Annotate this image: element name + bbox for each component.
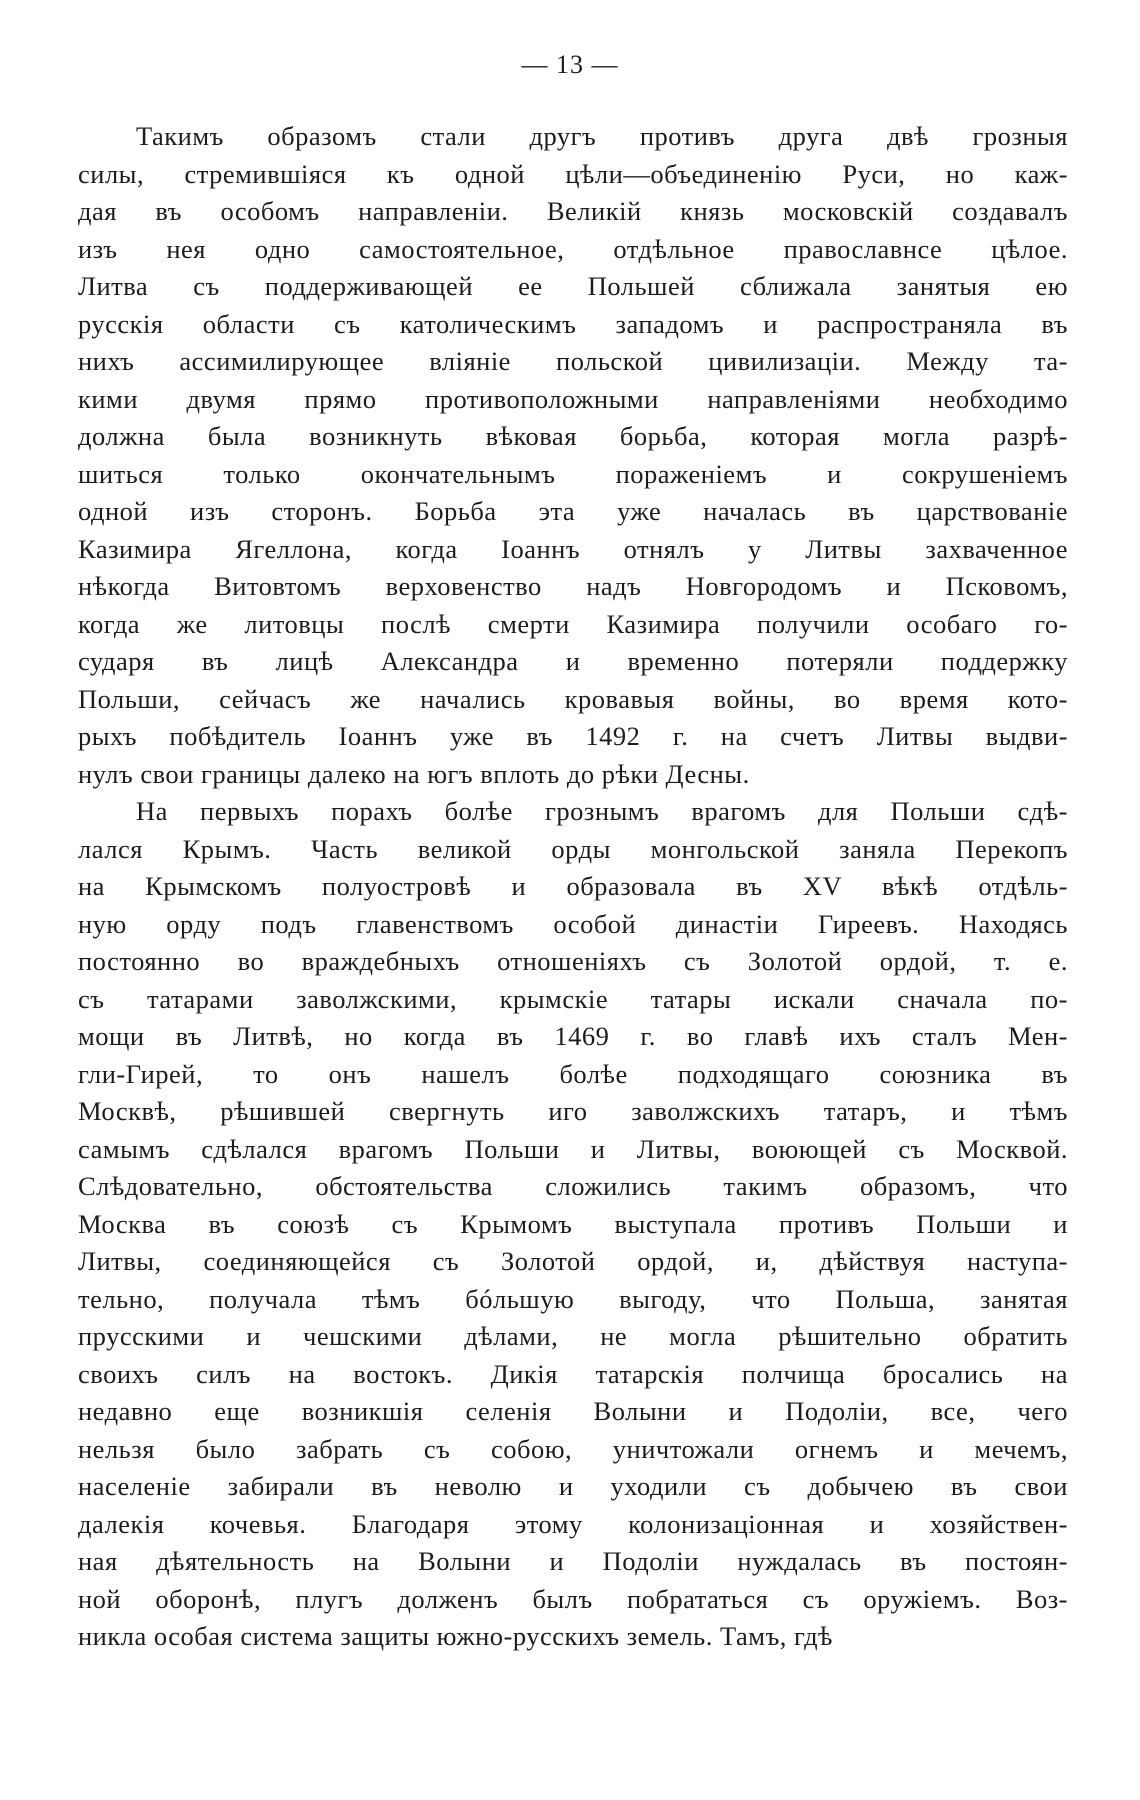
text-line: шиться только окончательнымъ пораженіемъ и сокрушеніемъ — [78, 458, 1068, 489]
text-line: нѣкогда Витовтомъ верховенство надъ Новгородомъ и Псковомъ, — [78, 571, 1068, 601]
text-line: нельзя было забрать съ собою, уничтожали огнемъ и мечемъ, — [78, 1433, 1068, 1464]
text-line: Такимъ образомъ стали другъ противъ друга двѣ грозныя — [136, 121, 1068, 151]
text-line: Слѣдовательно, обстоятельства сложились такимъ образомъ, что — [78, 1171, 1068, 1201]
text-line: рыхъ побѣдитель Іоаннъ уже въ 1492 г. на счетъ Литвы выдви- — [78, 721, 1068, 751]
text-line: съ татарами заволжскими, крымскіе татары искали сначала по- — [78, 983, 1068, 1014]
text-line: когда же литовцы послѣ смерти Казимира получили особаго го- — [78, 608, 1068, 639]
text-line: силы, стремившіяся къ одной цѣли—объединенію Руси, но каж- — [78, 158, 1068, 189]
text-line: ной оборонѣ, плугъ долженъ былъ побрататься съ оружіемъ. Воз- — [78, 1583, 1068, 1614]
text-line: Литва съ поддерживающей ее Польшей сближала занятыя ею — [78, 271, 1068, 301]
text-line: сударя въ лицѣ Александра и временно потеряли поддержку — [78, 646, 1068, 676]
text-line: тельно, получала тѣмъ бóльшую выгоду, что Польша, занятая — [78, 1283, 1068, 1314]
paragraph — [78, 118, 1068, 793]
text-line: ная дѣятельность на Волыни и Подоліи нуждалась въ постоян- — [78, 1546, 1068, 1576]
text-line: населеніе забирали въ неволю и уходили съ добычею въ свои — [78, 1471, 1068, 1501]
text-line: гли-Гирей, то онъ нашелъ болѣе подходящаго союзника въ — [78, 1058, 1068, 1089]
text-line: недавно еще возникшія селенія Волыни и Подоліи, все, чего — [78, 1396, 1068, 1426]
text-line: мощи въ Литвѣ, но когда въ 1469 г. во главѣ ихъ сталъ Мен- — [78, 1021, 1068, 1051]
text-line: Москвѣ, рѣшившей свергнуть иго заволжскихъ татаръ, и тѣмъ — [78, 1096, 1068, 1126]
text-line: одной изъ сторонъ. Борьба эта уже началась въ царствованіе — [78, 496, 1068, 526]
text-line: Москва въ союзѣ съ Крымомъ выступала противъ Польши и — [78, 1208, 1068, 1239]
body-text — [78, 118, 1068, 1656]
text-line: самымъ сдѣлался врагомъ Польши и Литвы, воюющей съ Москвой. — [78, 1133, 1068, 1164]
text-line: кими двумя прямо противоположными направленіями необходимо — [78, 383, 1068, 414]
text-line: далекія кочевья. Благодаря этому колонизаціонная и хозяйствен- — [78, 1508, 1068, 1539]
text-line: ную орду подъ главенствомъ особой династіи Гиреевъ. Находясь — [78, 908, 1068, 939]
text-line: прусскими и чешскими дѣлами, не могла рѣшительно обратить — [78, 1321, 1068, 1351]
text-line: должна была возникнуть вѣковая борьба, которая могла разрѣ- — [78, 421, 1068, 451]
text-line: нулъ свои границы далеко на югъ вплоть до рѣки Десны. — [78, 758, 750, 789]
text-line: изъ нея одно самостоятельное, отдѣльное православнсе цѣлое. — [78, 233, 1068, 264]
page-number: — 13 — — [521, 50, 619, 79]
text-line: русскія области съ католическимъ западомъ и распространяла въ — [78, 308, 1068, 339]
text-line: постоянно во враждебныхъ отношеніяхъ съ Золотой ордой, т. е. — [78, 946, 1068, 976]
text-line: нихъ ассимилирующее вліяніе польской цивилизаціи. Между та- — [78, 346, 1068, 376]
text-line: дая въ особомъ направленіи. Великій князь московскій создавалъ — [78, 196, 1068, 226]
text-line: лался Крымъ. Часть великой орды монгольской заняла Перекопъ — [78, 833, 1068, 864]
text-line: на Крымскомъ полуостровѣ и образовала въ XV вѣкѣ отдѣль- — [78, 871, 1068, 901]
text-line: никла особая система защиты южно-русскихъ земель. Тамъ, гдѣ — [78, 1621, 833, 1651]
text-line: своихъ силъ на востокъ. Дикія татарскія полчища бросались на — [78, 1358, 1068, 1389]
text-line: Литвы, соединяющейся съ Золотой ордой, и, дѣйствуя наступа- — [78, 1246, 1068, 1276]
text-line: Польши, сейчасъ же начались кровавыя войны, во время кото- — [78, 683, 1068, 714]
text-line: Казимира Ягеллона, когда Іоаннъ отнялъ у Литвы захваченное — [78, 533, 1068, 564]
text-line: На первыхъ порахъ болѣе грознымъ врагомъ для Польши сдѣ- — [136, 796, 1068, 826]
paragraph — [78, 793, 1068, 1656]
